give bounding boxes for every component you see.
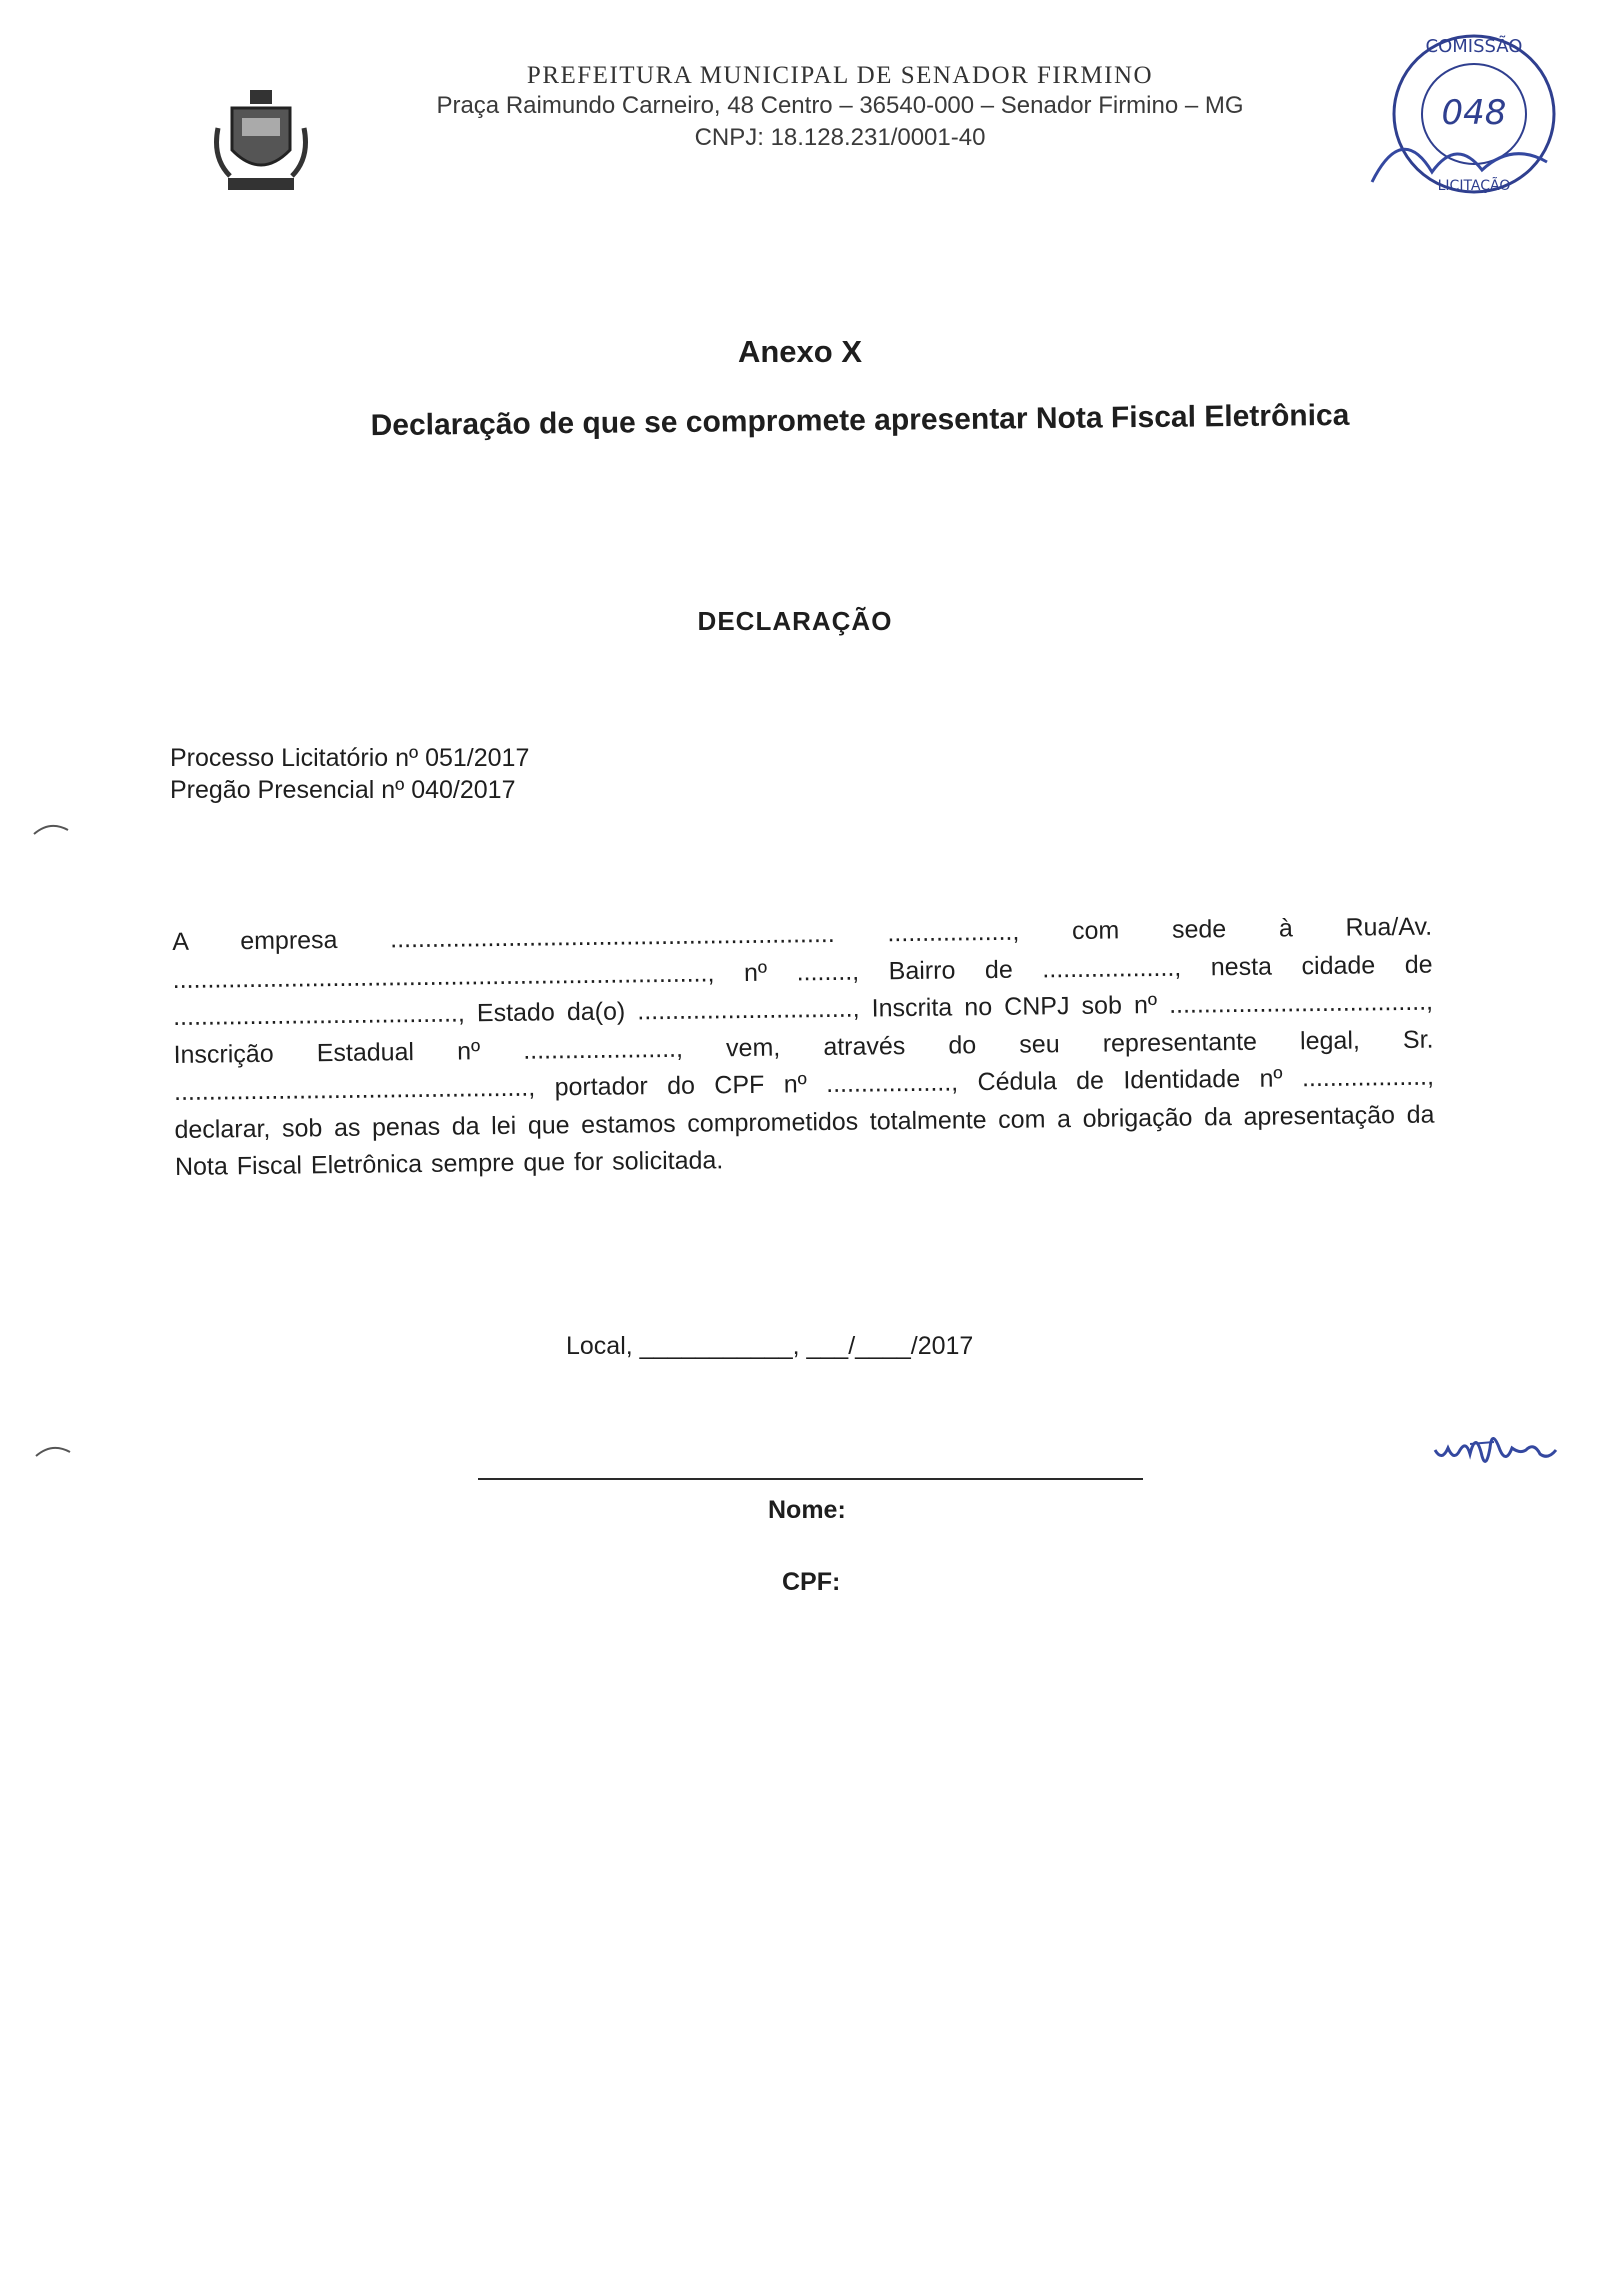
signature-line [478,1478,1143,1480]
municipal-crest-icon [210,88,312,196]
punch-mark [32,818,72,838]
handwritten-rubric-icon [1430,1420,1600,1480]
annex-title: Anexo X [737,334,863,369]
org-name: PREFEITURA MUNICIPAL DE SENADOR FIRMINO [526,62,1154,89]
org-address: Praça Raimundo Carneiro, 48 Centro – 36540-000 – Senador Firmino – MG [436,92,1244,119]
svg-text:COMISSÃO: COMISSÃO [1425,36,1523,57]
cpf-label: CPF: [782,1568,841,1596]
org-cnpj: CNPJ: 18.128.231/0001-40 [694,124,986,151]
commission-stamp-icon [1362,22,1562,212]
auction-number: Pregão Presencial nº 040/2017 [170,776,516,804]
declaration-heading: DECLARAÇÃO [697,606,893,636]
svg-text:048: 048 [1441,93,1507,133]
svg-text:LICITAÇÃO: LICITAÇÃO [1437,178,1511,194]
declaration-body-text: A empresa ................................................................ .................., com sede à Rua/Av. ............................................................................., nº ........, Bairro de ..................., nesta cidade de ........................................., Estado da(o) ..............................., Inscrita no CNPJ sob nº ....................................., Inscrição Estadual nº ......................, vem, através do seu representante legal, Sr. ..................................................., portador do CPF nº .................., Cédula de Identidade nº .................., declarar, sob as penas da lei que estamos comprometidos totalmente com a obrigação da apresentação da Nota Fiscal Eletrônica sempre que for solicitada. [172,912,1435,1181]
process-number: Processo Licitatório nº 051/2017 [170,744,530,772]
punch-mark [34,1440,74,1460]
letterhead [340,62,1340,154]
name-label: Nome: [768,1496,846,1524]
declaration-body [172,909,1435,1187]
local-date-line: Local, ___________, ___/____/2017 [566,1332,974,1360]
declaration-subject: Declaração de que se compromete apresentar Nota Fiscal Eletrônica [370,398,1350,443]
process-references [170,742,529,806]
